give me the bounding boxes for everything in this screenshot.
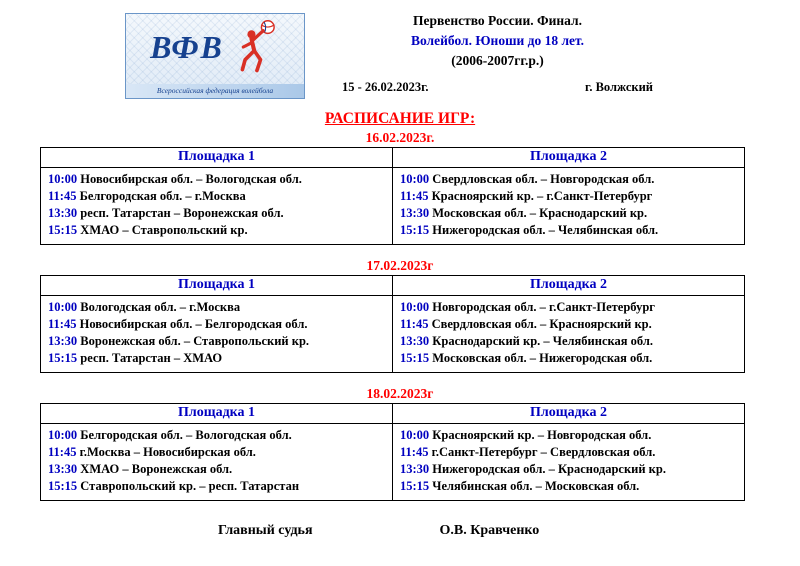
match-teams: Новгородская обл. – г.Санкт-Петербург (432, 300, 655, 314)
court2-header: Площадка 2 (393, 148, 745, 168)
match-line (48, 299, 386, 316)
court1-header: Площадка 1 (41, 404, 393, 424)
chief-referee-label: Главный судья (218, 523, 313, 538)
match-time: 13:30 (48, 334, 78, 348)
match-teams: г.Санкт-Петербург – Свердловская обл. (431, 445, 656, 459)
match-time: 11:45 (48, 189, 77, 203)
match-line (48, 222, 386, 239)
match-time: 10:00 (400, 300, 430, 314)
date-heading-day3: 18.02.2023г (366, 386, 434, 401)
match-time: 10:00 (400, 428, 430, 442)
match-teams: ХМАО – Воронежская обл. (80, 462, 233, 476)
match-time: 11:45 (48, 317, 77, 331)
match-teams: Свердловская обл. – Новгородская обл. (432, 172, 655, 186)
match-time: 15:15 (400, 223, 430, 237)
match-time: 15:15 (400, 479, 430, 493)
chief-referee-name: О.В. Кравченко (439, 523, 540, 538)
match-line (400, 444, 738, 461)
match-line (48, 444, 386, 461)
court2-matches (393, 296, 745, 373)
match-teams: респ. Татарстан – ХМАО (80, 351, 223, 365)
match-teams: Краснодарский кр. – Челябинская обл. (432, 334, 653, 348)
match-line (400, 299, 738, 316)
court2-matches (393, 168, 745, 245)
volleyball-player-icon (232, 18, 280, 76)
match-line (48, 188, 386, 205)
match-time: 11:45 (400, 189, 429, 203)
match-time: 15:15 (48, 479, 78, 493)
match-teams: Новосибирская обл. – Белгородская обл. (79, 317, 308, 331)
match-teams: Красноярский кр. – г.Санкт-Петербург (431, 189, 653, 203)
match-time: 13:30 (48, 462, 78, 476)
title-line-1: Первенство России. Финал. (413, 13, 582, 28)
match-line (48, 350, 386, 367)
vfv-logo (125, 13, 305, 99)
schedule-table-day2 (40, 275, 745, 373)
vfv-logo-caption: Всероссийская федерация волейбола (126, 84, 304, 98)
title-line-2: Волейбол. Юноши до 18 лет. (410, 33, 585, 48)
date-heading-day1: 16.02.2023г. (365, 130, 435, 145)
court2-matches (393, 424, 745, 501)
match-line (400, 205, 738, 222)
match-line (400, 478, 738, 495)
match-line (400, 222, 738, 239)
match-line (48, 171, 386, 188)
match-teams: Красноярский кр. – Новгородская обл. (432, 428, 652, 442)
title-line-3: (2006-2007гг.р.) (451, 53, 544, 68)
match-line (400, 188, 738, 205)
match-line (48, 461, 386, 478)
match-time: 13:30 (400, 462, 430, 476)
match-time: 10:00 (400, 172, 430, 186)
match-line (48, 333, 386, 350)
court1-matches (41, 424, 393, 501)
match-time: 11:45 (400, 317, 429, 331)
document-header (0, 0, 800, 104)
match-teams: ХМАО – Ставропольский кр. (80, 223, 248, 237)
court1-matches (41, 296, 393, 373)
match-line (400, 350, 738, 367)
match-line (48, 205, 386, 222)
match-teams: Ставропольский кр. – респ. Татарстан (80, 479, 300, 493)
signature-row (218, 523, 800, 539)
match-time: 15:15 (48, 223, 78, 237)
date-heading-day2: 17.02.2023г (366, 258, 434, 273)
title-block (340, 13, 655, 95)
match-teams: Свердловская обл. – Красноярский кр. (431, 317, 652, 331)
schedule-table-day3 (40, 403, 745, 501)
tournament-city: г. Волжский (585, 80, 653, 94)
match-time: 10:00 (48, 300, 78, 314)
match-line (48, 478, 386, 495)
match-teams: Московская обл. – Нижегородская обл. (432, 351, 653, 365)
match-time: 15:15 (400, 351, 430, 365)
schedule-heading: РАСПИСАНИЕ ИГР: (324, 110, 476, 127)
match-time: 15:15 (48, 351, 78, 365)
match-time: 13:30 (48, 206, 78, 220)
match-teams: Белгородская обл. – Вологодская обл. (80, 428, 292, 442)
match-teams: Челябинская обл. – Московская обл. (432, 479, 640, 493)
schedule-table-day1 (40, 147, 745, 245)
match-teams: Московская обл. – Краснодарский кр. (432, 206, 648, 220)
tournament-dates: 15 - 26.02.2023г. (342, 80, 429, 94)
dates-row (340, 80, 655, 95)
match-line (48, 427, 386, 444)
match-time: 13:30 (400, 206, 430, 220)
match-teams: Вологодская обл. – г.Москва (80, 300, 241, 314)
court2-header: Площадка 2 (393, 276, 745, 296)
match-line (400, 316, 738, 333)
match-time: 11:45 (48, 445, 77, 459)
match-teams: Нижегородская обл. – Челябинская обл. (432, 223, 659, 237)
match-time: 11:45 (400, 445, 429, 459)
match-teams: Белгородская обл. – г.Москва (79, 189, 246, 203)
match-line (48, 316, 386, 333)
match-line (400, 427, 738, 444)
match-time: 10:00 (48, 428, 78, 442)
match-teams: г.Москва – Новосибирская обл. (79, 445, 256, 459)
match-teams: Воронежская обл. – Ставропольский кр. (80, 334, 310, 348)
vfv-logo-text: ВФВ (150, 29, 224, 65)
court1-header: Площадка 1 (41, 148, 393, 168)
match-line (400, 461, 738, 478)
match-time: 13:30 (400, 334, 430, 348)
match-teams: Нижегородская обл. – Краснодарский кр. (432, 462, 666, 476)
court1-matches (41, 168, 393, 245)
vfv-logo-main (126, 14, 304, 76)
match-line (400, 333, 738, 350)
court1-header: Площадка 1 (41, 276, 393, 296)
match-line (400, 171, 738, 188)
court2-header: Площадка 2 (393, 404, 745, 424)
match-teams: Новосибирская обл. – Вологодская обл. (80, 172, 302, 186)
match-teams: респ. Татарстан – Воронежская обл. (80, 206, 284, 220)
match-time: 10:00 (48, 172, 78, 186)
